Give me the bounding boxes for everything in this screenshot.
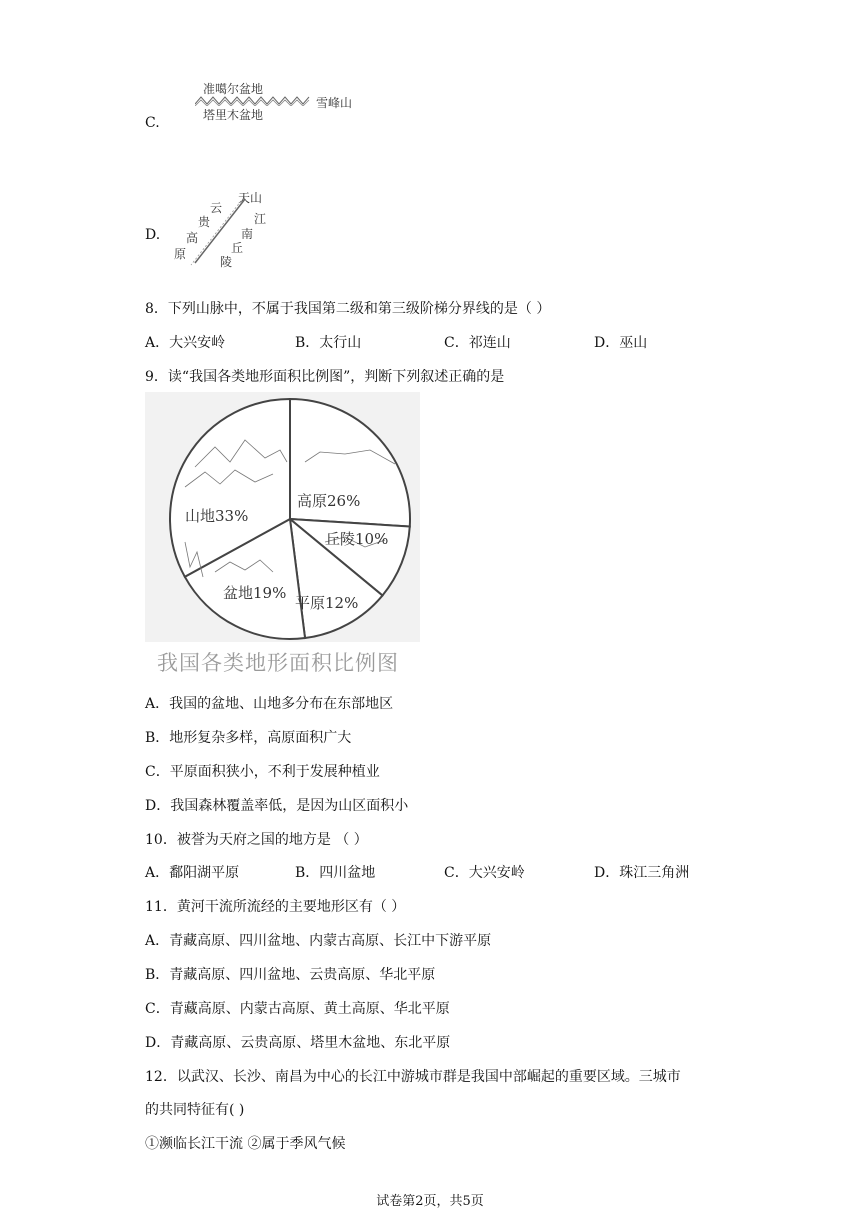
d-label-tianshan: 天山 [238, 191, 263, 205]
d-label-nan: 南 [241, 227, 254, 241]
q11-option-d: D．青藏高原、云贵高原、塔里木盆地、东北平原 [145, 1035, 451, 1051]
question-12-stem-line1: 12．以武汉、长沙、南昌为中心的长江中游城市群是我国中部崛起的重要区域。三城市 [145, 1069, 681, 1085]
q11-option-b: B．青藏高原、四川盆地、云贵高原、华北平原 [145, 967, 436, 983]
question-12-items: ①濒临长江干流 ②属于季风气候 [145, 1136, 346, 1152]
q9-option-c: C．平原面积狭小，不利于发展种植业 [145, 764, 380, 780]
pie-slice-label-plateau: 高原26% [297, 492, 361, 510]
q8-option-c: C．祁连山 [444, 335, 511, 351]
question-11-stem: 11．黄河干流所流经的主要地形区有（ ） [145, 899, 406, 915]
question-12-stem-line2: 的共同特征有( ) [145, 1102, 245, 1118]
option-c-figure [195, 78, 365, 126]
q9-option-d: D．我国森林覆盖率低，是因为山区面积小 [145, 798, 409, 814]
range-label: 雪峰山 [316, 96, 353, 110]
q10-option-d: D．珠江三角洲 [594, 865, 690, 881]
basin-label-top: 准噶尔盆地 [203, 82, 264, 96]
page-footer: 试卷第2页，共5页 [376, 1194, 484, 1209]
q9-option-a: A．我国的盆地、山地多分布在东部地区 [145, 696, 394, 712]
q11-option-c: C．青藏高原、内蒙古高原、黄土高原、华北平原 [145, 1001, 450, 1017]
d-label-jiang: 江 [254, 212, 267, 226]
pie-slice-label-hills: 丘陵10% [325, 530, 389, 548]
q10-option-a: A．鄱阳湖平原 [145, 865, 240, 881]
d-label-ling: 陵 [220, 255, 233, 269]
q8-option-b: B．太行山 [295, 335, 362, 351]
pie-chart-title: 我国各类地形面积比例图 [157, 651, 399, 675]
option-c-label: C. [145, 115, 160, 131]
d-label-yun: 云 [210, 201, 223, 215]
q8-option-a: A．大兴安岭 [145, 335, 226, 351]
q9-option-b: B．地形复杂多样，高原面积广大 [145, 730, 352, 746]
question-10-stem: 10．被誉为天府之国的地方是 （ ） [145, 832, 368, 848]
q8-option-d: D．巫山 [594, 335, 648, 351]
question-9-stem: 9．读“我国各类地形面积比例图”，判断下列叙述正确的是 [145, 369, 505, 385]
option-d-figure [160, 185, 275, 270]
mountain-ridge-icon [195, 94, 310, 106]
pie-slice-label-plain: 平原12% [295, 594, 359, 612]
d-label-gao: 高 [186, 231, 199, 245]
d-label-gui: 贵 [198, 215, 211, 229]
q11-option-a: A．青藏高原、四川盆地、内蒙古高原、长江中下游平原 [145, 933, 492, 949]
option-d-label: D. [145, 227, 161, 243]
question-8-stem: 8．下列山脉中，不属于我国第二级和第三级阶梯分界线的是（ ） [145, 301, 551, 317]
d-label-qiu: 丘 [231, 241, 244, 255]
q10-option-b: B．四川盆地 [295, 865, 376, 881]
q10-option-c: C．大兴安岭 [444, 865, 525, 881]
terrain-pie-chart [145, 392, 420, 682]
pie-slice-label-mountain: 山地33% [185, 507, 249, 525]
pie-slice-label-basin: 盆地19% [223, 584, 287, 602]
d-label-yuan: 原 [174, 247, 187, 261]
basin-label-bottom: 塔里木盆地 [203, 108, 264, 122]
